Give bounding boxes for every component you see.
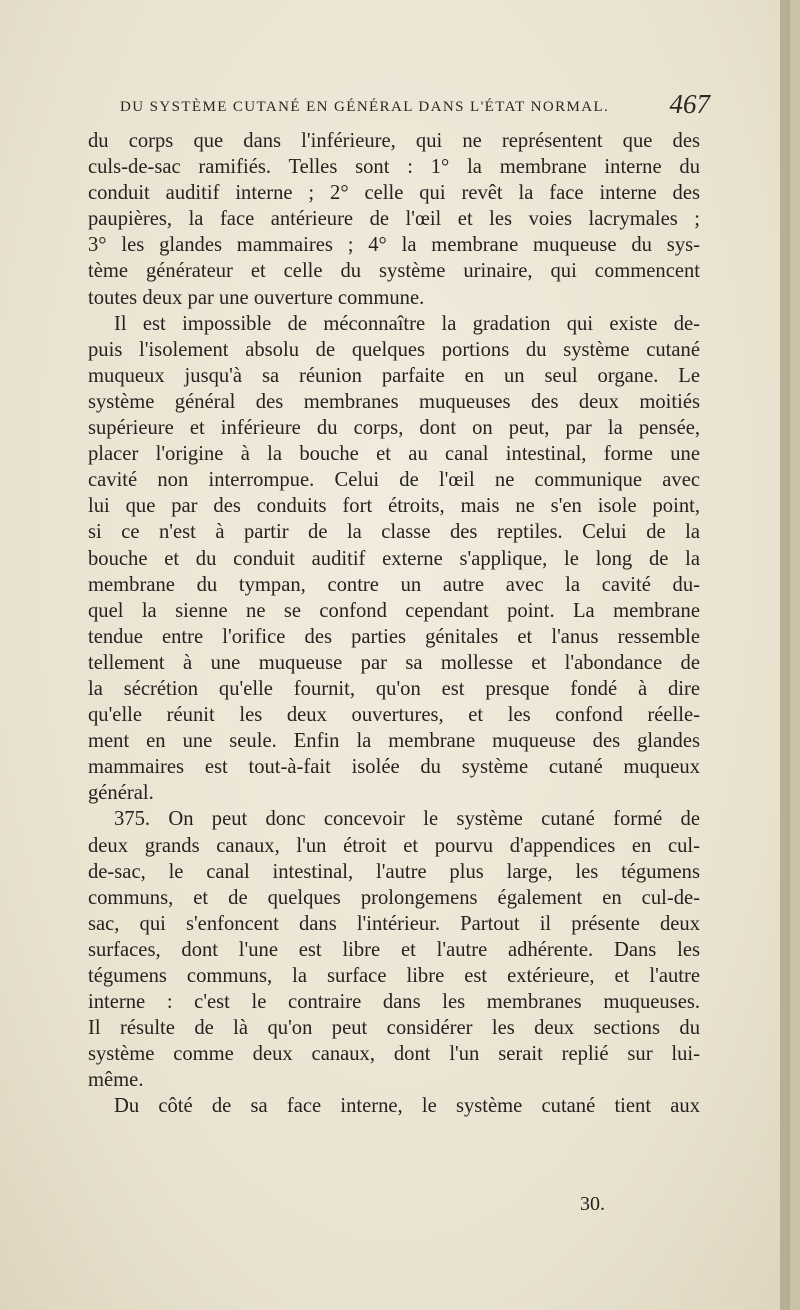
text-line: qu'elle réunit les deux ouvertures, et les confond réelle- [88, 704, 700, 727]
text-line: la sécrétion qu'elle fournit, qu'on est presque fondé à dire [88, 677, 700, 700]
text-line: tendue entre l'orifice des parties génitales et l'anus ressemble [88, 625, 700, 648]
paragraph-2 [88, 311, 700, 807]
text-line: même. [88, 1069, 144, 1092]
text-line: si ce n'est à partir de la classe des reptiles. Celui de la [88, 521, 700, 544]
signature-mark: 30. [580, 1193, 605, 1215]
text-line: communs, et de quelques prolongemens également en cul-de- [88, 886, 700, 909]
page-number: 467 [669, 89, 710, 119]
text-line: tellement à une muqueuse par sa mollesse et l'abondance de [88, 651, 700, 674]
text-line: cavité non interrompue. Celui de l'œil ne communique avec [88, 469, 700, 492]
text-line: Il est impossible de méconnaître la gradation qui existe de- [114, 312, 700, 335]
page-edge [780, 0, 790, 1310]
text-line: deux grands canaux, l'un étroit et pourvu d'appendices en cul- [88, 834, 700, 857]
text-line: bouche et du conduit auditif externe s'applique, le long de la [88, 547, 700, 570]
text-line: interne : c'est le contraire dans les membranes muqueuses. [88, 991, 700, 1014]
text-line: 375. On peut donc concevoir le système cutané formé de [114, 808, 700, 831]
text-line: système général des membranes muqueuses des deux moitiés [88, 390, 700, 413]
text-line: supérieure et inférieure du corps, dont on peut, par la pensée, [88, 417, 700, 440]
text-line: ment en une seule. Enfin la membrane muqueuse des glandes [88, 730, 700, 753]
paragraph-1 [88, 128, 700, 311]
text-line: mammaires est tout-à-fait isolée du système cutané muqueux [88, 756, 700, 779]
paragraph-3 [88, 806, 700, 1093]
text-line: surfaces, dont l'une est libre et l'autre adhérente. Dans les [88, 938, 700, 961]
text-line: tégumens communs, la surface libre est extérieure, et l'autre [88, 965, 700, 987]
text-line: 3° les glandes mammaires ; 4° la membrane muqueuse du sys- [88, 234, 700, 257]
text-line: quel la sienne ne se confond cependant point. La membrane [88, 599, 700, 622]
text-line: membrane du tympan, contre un autre avec la cavité du- [88, 573, 700, 596]
text-line: Du côté de sa face interne, le système cutané tient aux [114, 1095, 700, 1118]
text-line: lui que par des conduits fort étroits, mais ne s'en isole point, [88, 495, 700, 518]
text-line: toutes deux par une ouverture commune. [88, 286, 425, 309]
text-line: puis l'isolement absolu de quelques portions du système cutané [88, 338, 700, 361]
text-line: système comme deux canaux, dont l'un serait replié sur lui- [88, 1043, 700, 1066]
body-text [88, 128, 700, 1120]
text-line: général. [88, 782, 154, 805]
text-line: du corps que dans l'inférieure, qui ne représentent que des [88, 130, 700, 152]
text-line: culs-de-sac ramifiés. Telles sont : 1° la membrane interne du [88, 156, 700, 179]
text-line: placer l'origine à la bouche et au canal intestinal, forme une [88, 443, 700, 466]
text-line: muqueux jusqu'à sa réunion parfaite en un seul organe. Le [88, 364, 700, 387]
text-line: de-sac, le canal intestinal, l'autre plus large, les tégumens [88, 860, 700, 883]
running-head [90, 89, 710, 123]
text-line: paupières, la face antérieure de l'œil et les voies lacrymales ; [88, 208, 700, 231]
text-line: conduit auditif interne ; 2° celle qui revêt la face interne des [88, 182, 700, 205]
running-head-title: DU SYSTÈME CUTANÉ EN GÉNÉRAL DANS L'ÉTAT NORMAL. [120, 99, 610, 115]
text-line: Il résulte de là qu'on peut considérer les deux sections du [88, 1017, 700, 1040]
paragraph-4 [88, 1093, 700, 1119]
text-line: sac, qui s'enfoncent dans l'intérieur. Partout il présente deux [88, 912, 700, 935]
text-line: tème générateur et celle du système urinaire, qui commencent [88, 260, 700, 283]
